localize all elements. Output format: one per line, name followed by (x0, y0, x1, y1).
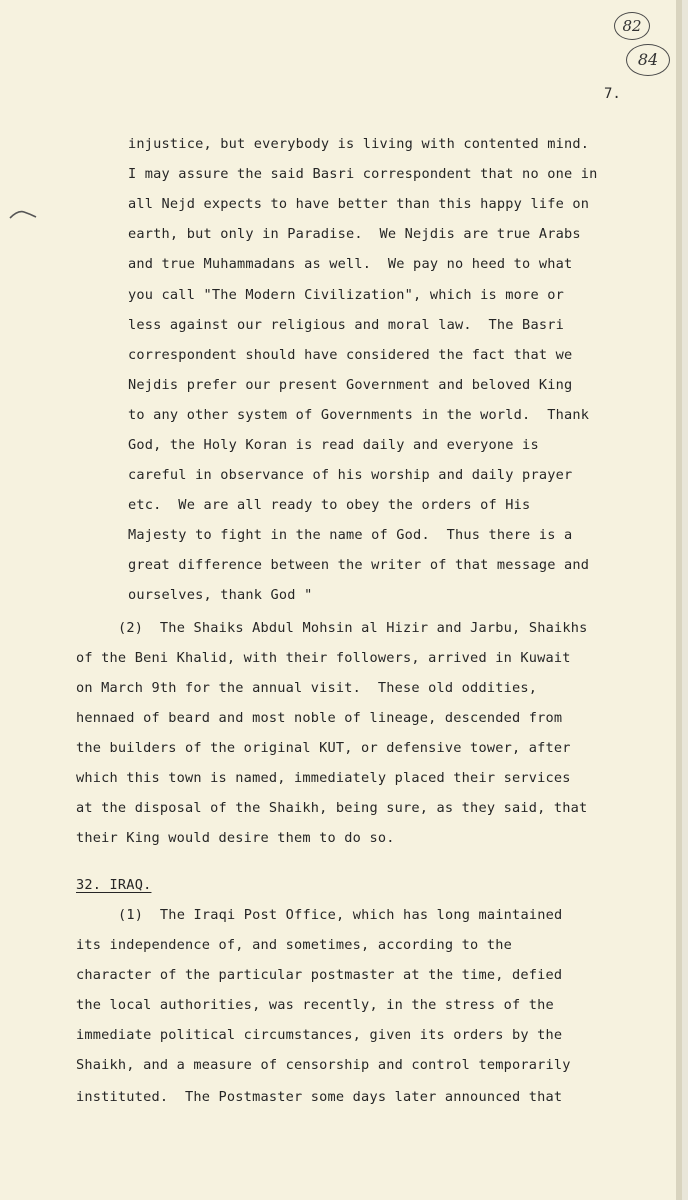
iraq-line-6: Shaikh, and a measure of censorship and control temporarily (76, 1057, 571, 1073)
iraq-line-4: the local authorities, was recently, in the stress of the (76, 997, 554, 1013)
para2-line-1: (2) The Shaiks Abdul Mohsin al Hizir and Jarbu, Shaikhs (118, 620, 588, 636)
quote-line-7: less against our religious and moral law. The Basri (128, 317, 564, 333)
para2-line-2: of the Beni Khalid, with their followers, arrived in Kuwait (76, 650, 571, 666)
quote-line-9: Nejdis prefer our present Government and beloved King (128, 377, 573, 393)
para2-line-8: their King would desire them to do so. (76, 830, 395, 846)
para2-line-7: at the disposal of the Shaikh, being sure, as they said, that (76, 800, 588, 816)
folio-number-bottom: 84 (626, 44, 670, 76)
quote-line-1: injustice, but everybody is living with contented mind. (128, 136, 590, 152)
iraq-line-3: character of the particular postmaster at the time, defied (76, 967, 563, 983)
quote-line-3: all Nejd expects to have better than this happy life on (128, 196, 590, 212)
para2-line-3: on March 9th for the annual visit. These old oddities, (76, 680, 538, 696)
quote-line-10: to any other system of Governments in the world. Thank (128, 407, 590, 423)
quote-line-14: Majesty to fight in the name of God. Thus there is a (128, 527, 573, 543)
section-heading: 32. IRAQ. (76, 877, 152, 893)
quote-line-6: you call "The Modern Civilization", which is more or (128, 287, 564, 303)
iraq-line-5: immediate political circumstances, given its orders by the (76, 1027, 563, 1043)
para2-line-4: hennaed of beard and most noble of lineage, descended from (76, 710, 563, 726)
quote-line-15: great difference between the writer of that message and (128, 557, 590, 573)
margin-pencil-mark (8, 206, 38, 222)
para2-line-6: which this town is named, immediately placed their services (76, 770, 571, 786)
quote-line-8: correspondent should have considered the fact that we (128, 347, 573, 363)
quote-line-13: etc. We are all ready to obey the orders of His (128, 497, 531, 513)
page-number: 7. (604, 86, 621, 102)
quote-line-16: ourselves, thank God " (128, 587, 313, 603)
quote-line-5: and true Muhammadans as well. We pay no heed to what (128, 256, 573, 272)
folio-number-top: 82 (614, 12, 650, 40)
quote-line-12: careful in observance of his worship and daily prayer (128, 467, 573, 483)
quote-line-11: God, the Holy Koran is read daily and everyone is (128, 437, 539, 453)
para2-line-5: the builders of the original KUT, or defensive tower, after (76, 740, 571, 756)
iraq-line-7: instituted. The Postmaster some days later announced that (76, 1089, 563, 1105)
iraq-line-2: its independence of, and sometimes, according to the (76, 937, 512, 953)
quote-line-2: I may assure the said Basri correspondent that no one in (128, 166, 598, 182)
iraq-line-1: (1) The Iraqi Post Office, which has long maintained (118, 907, 563, 923)
quote-line-4: earth, but only in Paradise. We Nejdis are true Arabs (128, 226, 581, 242)
